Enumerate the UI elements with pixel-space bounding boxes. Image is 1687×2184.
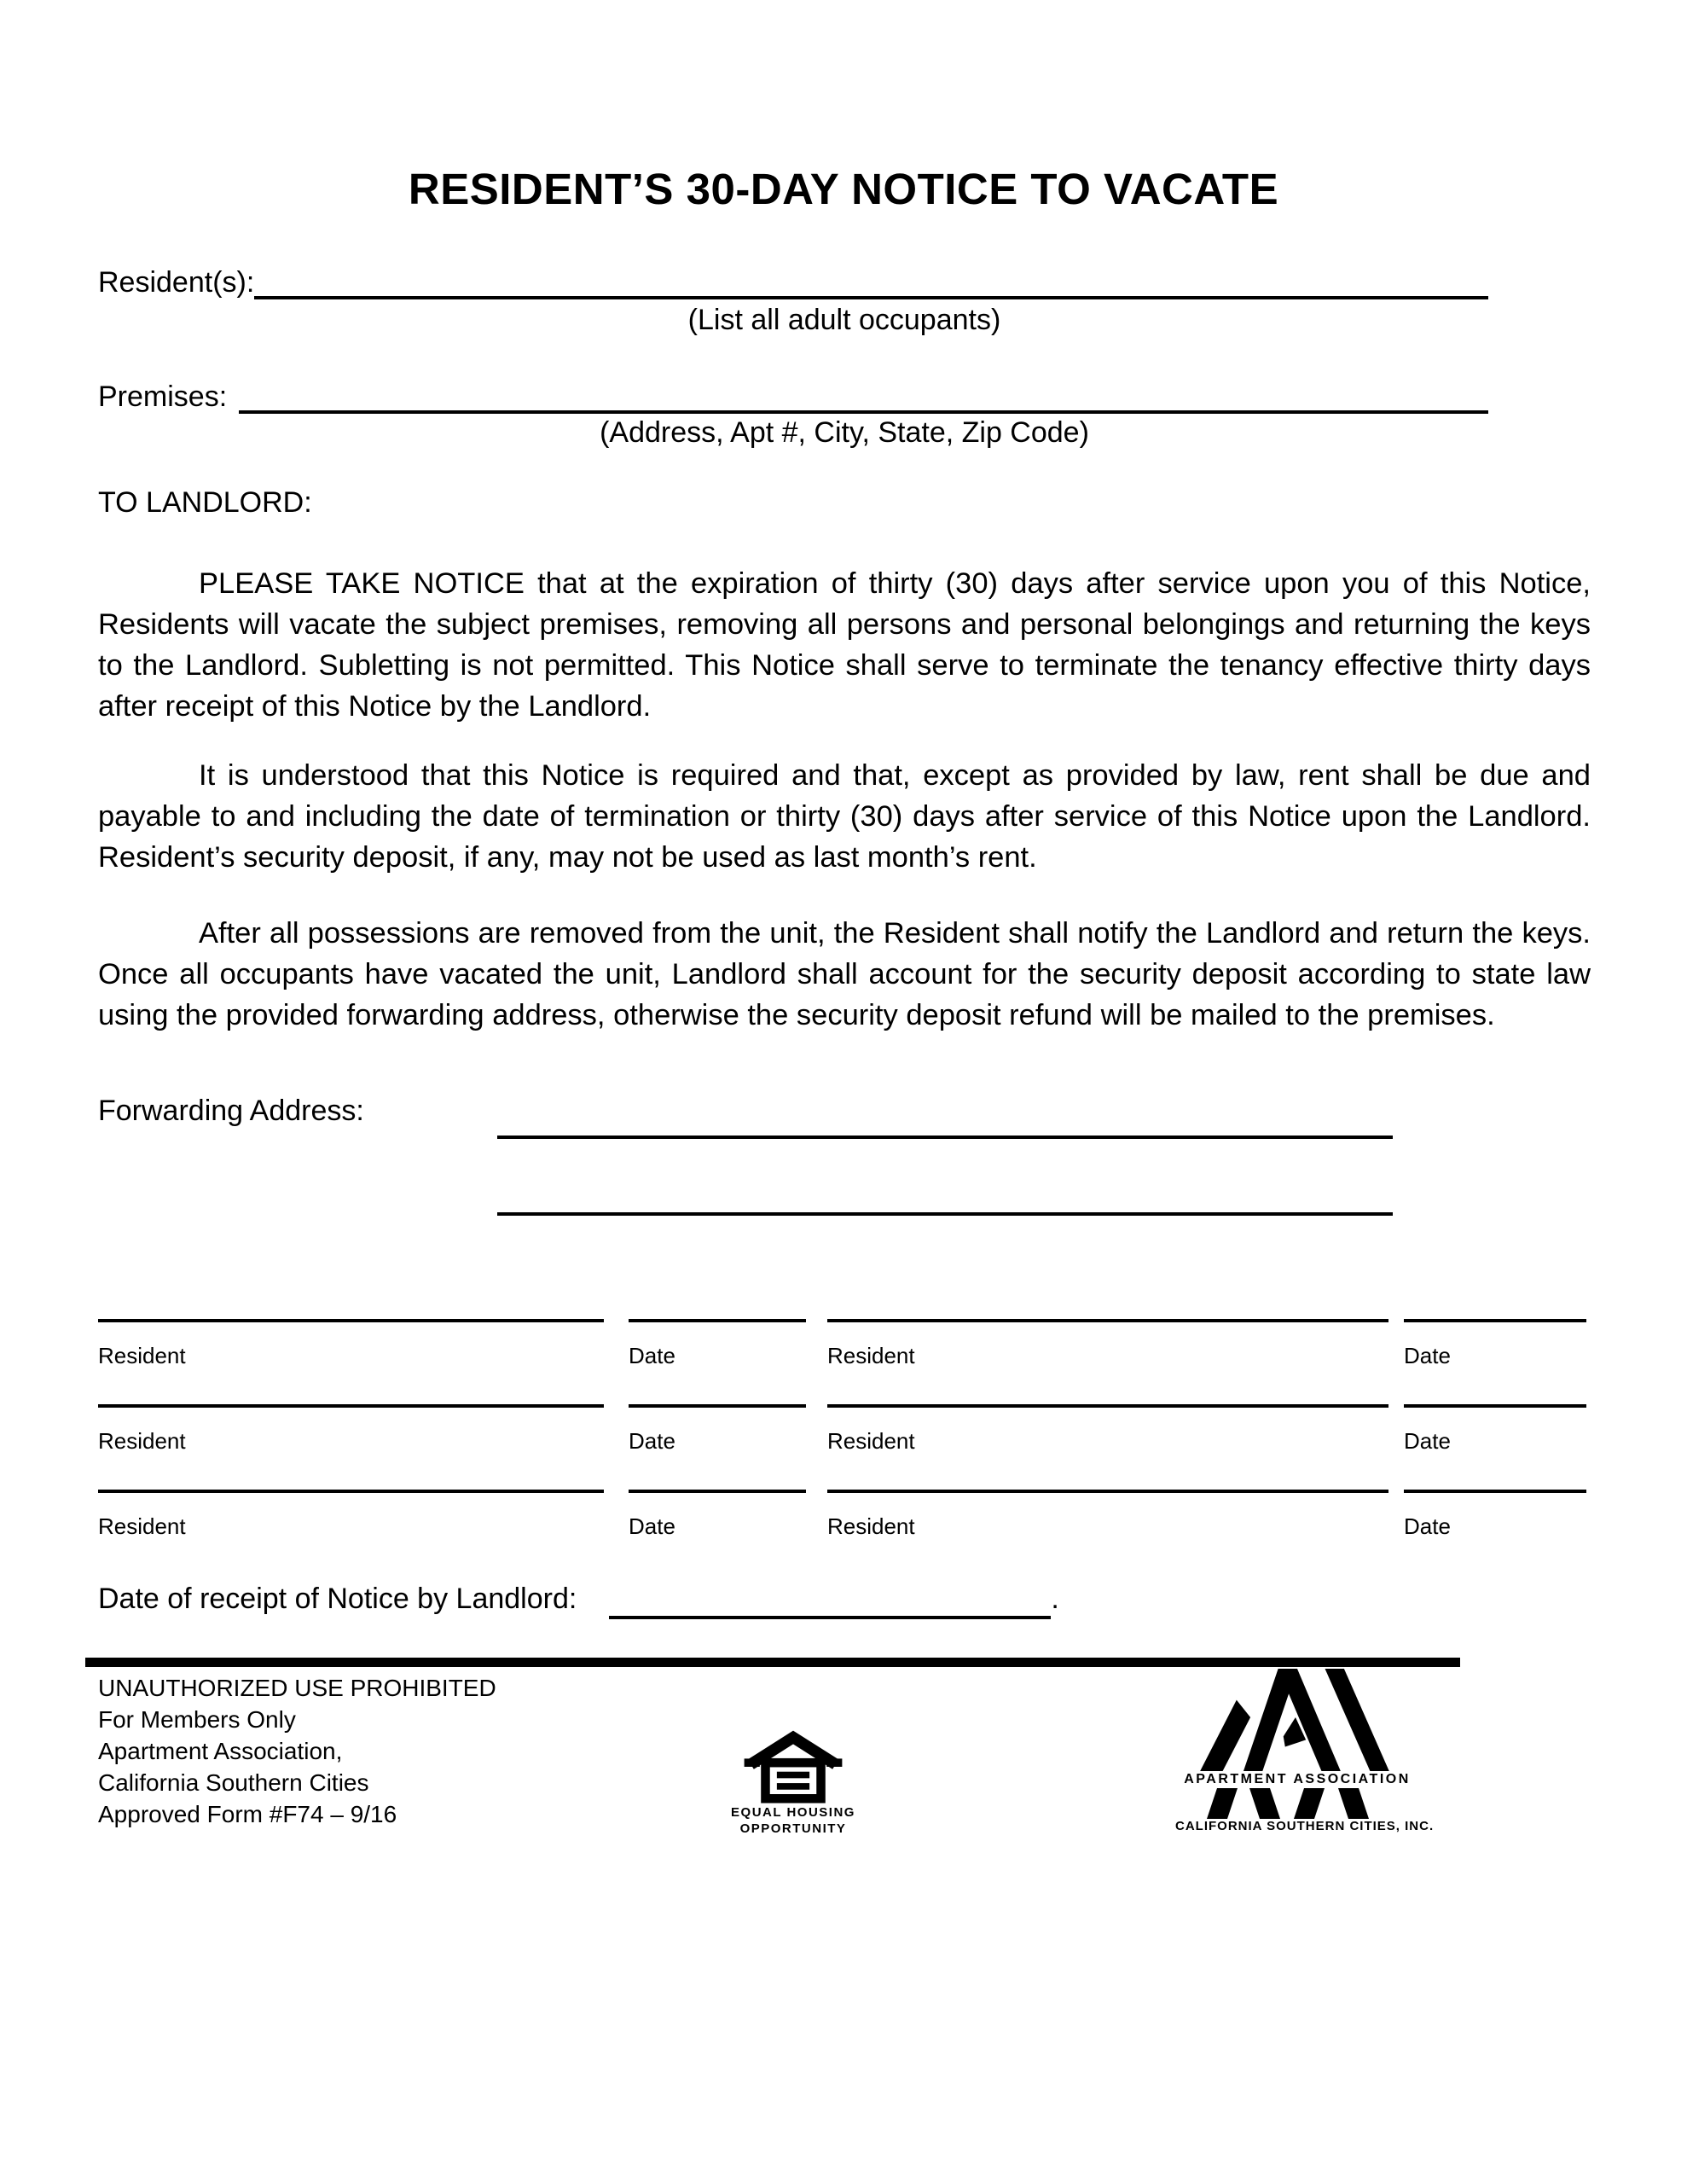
- footer-line-members: For Members Only: [98, 1706, 296, 1733]
- date-line[interactable]: [629, 1404, 806, 1455]
- forwarding-address-line-1[interactable]: [497, 1136, 1393, 1139]
- equal-housing-text-line1: EQUAL HOUSING: [731, 1805, 855, 1820]
- receipt-date-line[interactable]: [609, 1583, 1051, 1619]
- apartment-association-monogram-icon: [1191, 1667, 1404, 1771]
- date-label: Date: [1404, 1428, 1451, 1454]
- date-line[interactable]: [1404, 1404, 1586, 1455]
- footer-line-cities: California Southern Cities: [98, 1769, 369, 1796]
- footer-line-unauthorized: UNAUTHORIZED USE PROHIBITED: [98, 1675, 496, 1701]
- premises-field-row: [98, 375, 1488, 414]
- resident-signature-line[interactable]: [98, 1404, 604, 1455]
- date-line[interactable]: [1404, 1319, 1586, 1369]
- resident-signature-label: Resident: [98, 1428, 186, 1454]
- footer-divider-rule: [85, 1658, 1460, 1667]
- resident-signature-line[interactable]: [827, 1404, 1388, 1455]
- apartment-association-text: APARTMENT ASSOCIATION: [1184, 1772, 1411, 1786]
- apartment-association-logo: [1175, 1667, 1435, 1834]
- date-line[interactable]: [1404, 1490, 1586, 1540]
- premises-input-line[interactable]: [239, 371, 1488, 414]
- residents-hint: (List all adult occupants): [687, 304, 1001, 336]
- paragraph-security-deposit: After all possessions are removed from the unit, the Resident shall notify the Landlord and return the keys. Once all occupants have vacated the unit, Landlord shall account for the security deposit according to state law using the provided forwarding address, otherwise the security deposit refund will be mailed to the premises.: [98, 917, 1591, 1031]
- footer-line-association: Apartment Association,: [98, 1738, 343, 1764]
- receipt-suffix: .: [1051, 1583, 1059, 1615]
- page-title: RESIDENT’S 30-DAY NOTICE TO VACATE: [408, 165, 1279, 214]
- resident-signature-label: Resident: [827, 1428, 915, 1454]
- paragraph-rent-due: It is understood that this Notice is required and that, except as provided by law, rent shall be due and payable to and including the date of termination or thirty (30) days after service of this Notice upon the Landlord. Resident’s security deposit, if any, may not be used as last month’s rent.: [98, 759, 1591, 874]
- date-label: Date: [629, 1513, 675, 1539]
- paragraph-take-notice: PLEASE TAKE NOTICE that at the expiration of thirty (30) days after service upon you of this Notice, Residents will vacate the subject premises, removing all persons and personal belongings and returning the keys to the Landlord. Subletting is not permitted. This Notice shall serve to terminate the tenancy effective thirty days after receipt of this Notice by the Landlord.: [98, 567, 1591, 723]
- resident-signature-label: Resident: [98, 1513, 186, 1539]
- date-label: Date: [1404, 1343, 1451, 1368]
- date-label: Date: [1404, 1513, 1451, 1539]
- footer-legal-block: [98, 1672, 496, 1830]
- equal-housing-text-line2: OPPORTUNITY: [739, 1821, 847, 1836]
- date-label: Date: [629, 1428, 675, 1454]
- premises-hint: (Address, Apt #, City, State, Zip Code): [600, 416, 1089, 449]
- date-line[interactable]: [629, 1319, 806, 1369]
- residents-input-line[interactable]: [254, 257, 1488, 299]
- resident-signature-label: Resident: [827, 1513, 915, 1539]
- residents-field-row: [98, 260, 1488, 299]
- receipt-row: [98, 1583, 1059, 1619]
- equal-housing-house-icon: [743, 1728, 844, 1804]
- resident-signature-line[interactable]: [827, 1319, 1388, 1369]
- residents-label: Resident(s):: [98, 266, 255, 299]
- forwarding-address-label: Forwarding Address:: [98, 1095, 364, 1127]
- salutation: TO LANDLORD:: [98, 486, 312, 519]
- receipt-label: Date of receipt of Notice by Landlord:: [98, 1583, 577, 1615]
- equal-housing-logo: [721, 1728, 866, 1836]
- date-line[interactable]: [629, 1490, 806, 1540]
- footer-line-form-number: Approved Form #F74 – 9/16: [98, 1801, 397, 1827]
- resident-signature-line[interactable]: [98, 1490, 604, 1540]
- date-label: Date: [629, 1343, 675, 1368]
- premises-label: Premises:: [98, 380, 228, 413]
- forwarding-address-line-2[interactable]: [497, 1212, 1393, 1216]
- resident-signature-label: Resident: [98, 1343, 186, 1368]
- apartment-association-legs-icon: [1191, 1788, 1404, 1819]
- california-southern-cities-text: CALIFORNIA SOUTHERN CITIES, INC.: [1175, 1819, 1435, 1833]
- resident-signature-line[interactable]: [98, 1319, 604, 1369]
- resident-signature-line[interactable]: [827, 1490, 1388, 1540]
- resident-signature-label: Resident: [827, 1343, 915, 1368]
